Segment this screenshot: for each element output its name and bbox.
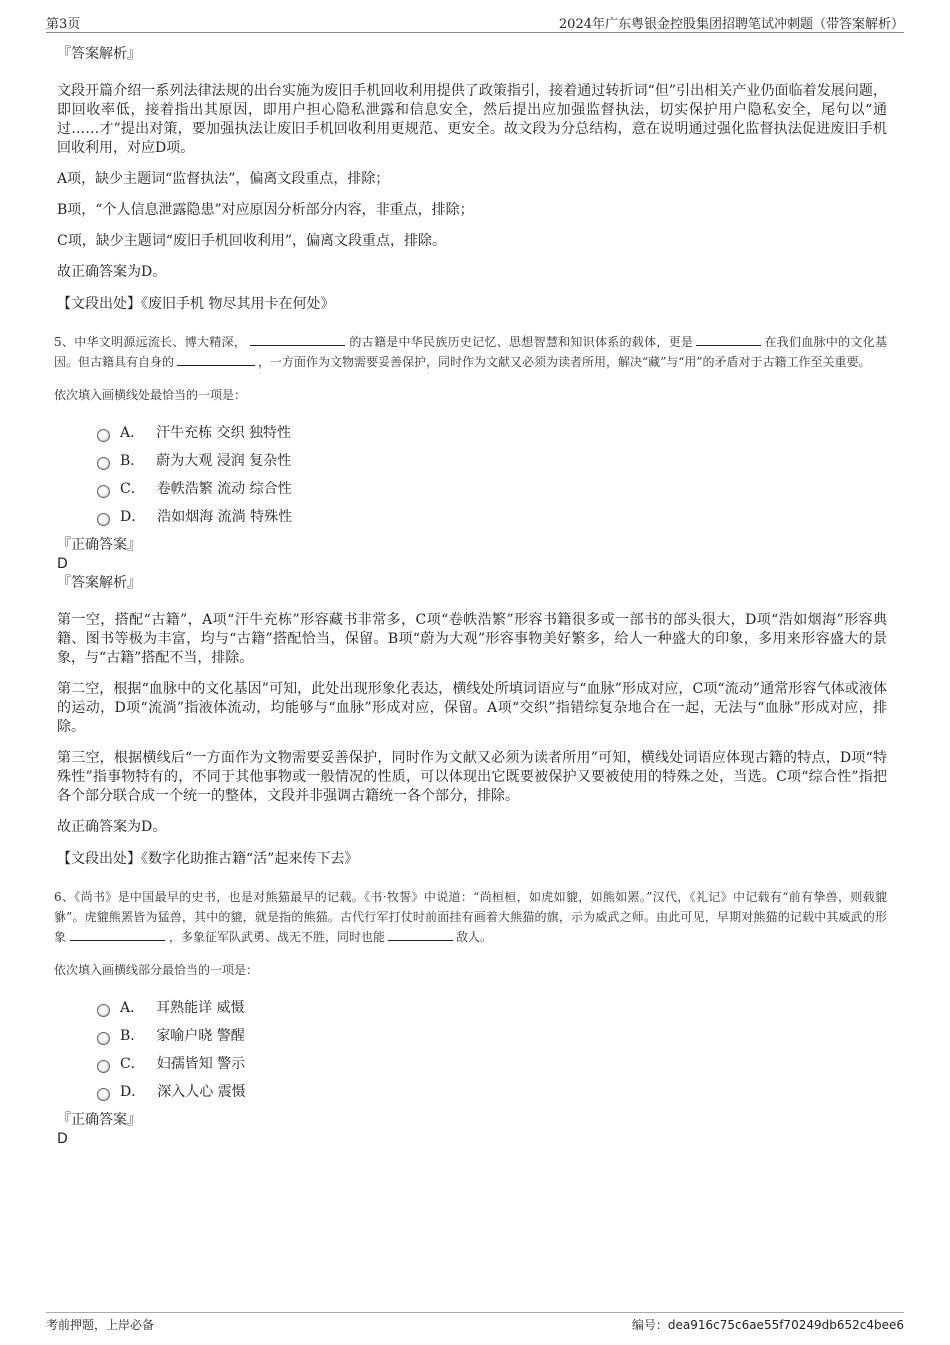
document-title: 2024年广东粤银金控股集团招聘笔试冲刺题（带答案解析）: [558, 17, 904, 32]
option-letter: C．: [120, 1056, 145, 1072]
radio-icon[interactable]: [97, 1032, 110, 1045]
option-letter: A．: [120, 1000, 145, 1016]
stem-text: ，多象征军队武勇、战无不胜，同时也能: [169, 930, 386, 944]
options-list: [97, 994, 887, 1106]
option-c[interactable]: [97, 475, 887, 503]
fill-blank: [70, 928, 165, 941]
option-c[interactable]: [97, 1050, 887, 1078]
option-text: 汗牛充栋 交织 独特性: [156, 425, 292, 441]
analysis-paragraph: A项，缺少主题词“监督执法”，偏离文段重点，排除；: [57, 171, 390, 187]
option-d[interactable]: [97, 503, 887, 531]
option-letter: D．: [120, 509, 146, 525]
page-content: [54, 44, 887, 1148]
page-footer: [46, 1312, 904, 1333]
answer-value: D: [57, 556, 68, 572]
radio-icon[interactable]: [97, 485, 110, 498]
serial-code: dea916c75c6ae55f70249db652c4bee6: [667, 1318, 904, 1332]
option-text: 浩如烟海 流淌 特殊性: [157, 509, 293, 525]
analysis-label: 『答案解析』: [57, 575, 141, 591]
analysis-conclusion: 故正确答案为D。: [57, 819, 167, 835]
stem-text: 在我们血脉中的文化基因。但古籍具有自身的: [54, 335, 887, 369]
fill-blank: [250, 333, 345, 346]
option-a[interactable]: [97, 419, 887, 447]
fill-blank: [388, 928, 453, 941]
source-citation: 【文段出处】《数字化助推古籍“活”起来传下去》: [57, 851, 359, 867]
page-header: [46, 10, 904, 33]
radio-icon[interactable]: [97, 513, 110, 526]
analysis-label: 『答案解析』: [57, 46, 141, 62]
fill-blank: [696, 333, 761, 346]
stem-text: 5、中华文明源远流长、博大精深，: [54, 335, 247, 349]
option-text: 家喻户晓 警醒: [156, 1028, 245, 1044]
option-text: 耳熟能详 威慑: [156, 1000, 245, 1016]
analysis-paragraph: C项，缺少主题词“废旧手机回收利用”，偏离文段重点，排除。: [57, 233, 447, 249]
option-a[interactable]: [97, 994, 887, 1022]
answer-label: 『正确答案』: [57, 537, 141, 553]
analysis-conclusion: 故正确答案为D。: [57, 264, 167, 280]
analysis-paragraph: 第二空，根据“血脉中的文化基因”可知，此处出现形象化表达，横线处所填词语应与“血脉”形成对应，C项“流动”通常形容气体或液体的运动，D项“流淌”指液体流动，均能够与“血脉”形成对应，保留。A项“交织”指错综复杂地合在一起，无法与“血脉”形成对应，排除。: [57, 681, 887, 735]
question-instruction: 依次填入画横线部分最恰当的一项是：: [54, 963, 259, 977]
question-stem: [54, 887, 887, 947]
stem-text: 6、《尚书》是中国最早的史书，也是对熊猫最早的记载。《书·牧誓》中说道：“尚桓桓，如虎如貔，如熊如罴。”汉代，《礼记》中记载有“前有挚兽，则载貔貅”。虎貔熊罴皆为猛兽，其中的貔，就是指的熊猫。古代行军打仗时前面挂有画着大熊猫的旗，示为威武之师。由此可见，早期对熊猫的记载中其威武的形象: [54, 890, 887, 944]
radio-icon[interactable]: [97, 429, 110, 442]
question-stem: [54, 332, 887, 372]
fill-blank: [177, 353, 255, 366]
option-text: 卷帙浩繁 流动 综合性: [156, 481, 292, 497]
option-letter: A．: [120, 425, 145, 441]
option-letter: B．: [120, 453, 145, 469]
answer-value: D: [57, 1131, 68, 1147]
stem-text: 的古籍是中华民族历史记忆、思想智慧和知识体系的载体，更是: [349, 335, 694, 349]
radio-icon[interactable]: [97, 457, 110, 470]
stem-text: ，一方面作为文物需要妥善保护，同时作为文献又必须为读者所用，解决“藏”与“用”的矛盾对于古籍工作至关重要。: [258, 355, 871, 369]
option-text: 深入人心 震慑: [157, 1084, 246, 1100]
option-letter: D．: [120, 1084, 146, 1100]
answer-label: 『正确答案』: [57, 1112, 141, 1128]
footer-slogan: 考前押题，上岸必备: [46, 1318, 155, 1332]
question-instruction: 依次填入画横线处最恰当的一项是：: [54, 388, 247, 402]
option-letter: B．: [120, 1028, 145, 1044]
analysis-paragraph: 文段开篇介绍一系列法律法规的出台实施为废旧手机回收利用提供了政策指引，接着通过转折词“但”引出相关产业仍面临着发展问题，即回收率低，接着指出其原因，即用户担心隐私泄露和信息安全，然后提出应加强监督执法，切实保护用户隐私安全，尾句以“通过……才”提出对策，要加强执法让废旧手机回收利用更规范、更安全。故文段为分总结构，意在说明通过强化监督执法促进废旧手机回收利用，对应D项。: [57, 83, 887, 156]
radio-icon[interactable]: [97, 1088, 110, 1101]
radio-icon[interactable]: [97, 1060, 110, 1073]
options-list: [97, 419, 887, 531]
stem-text: 敌人。: [456, 930, 493, 944]
option-letter: C．: [120, 481, 145, 497]
analysis-paragraph: B项，“个人信息泄露隐患”对应原因分析部分内容，非重点，排除；: [57, 202, 474, 218]
option-text: 妇孺皆知 警示: [156, 1056, 246, 1072]
source-citation: 【文段出处】《废旧手机 物尽其用卡在何处》: [57, 296, 335, 312]
serial-label: 编号：: [631, 1318, 668, 1332]
option-b[interactable]: [97, 447, 887, 475]
analysis-paragraph: 第三空，根据横线后“一方面作为文物需要妥善保护，同时作为文献又必须为读者所用”可知，横线处词语应体现古籍的特点，D项“特殊性”指事物特有的，不同于其他事物或一般情况的性质，可以体现出它既要被保护又要被使用的特殊之处，当选。C项“综合性”指把各个部分联合成一个统一的整体，文段并非强调古籍统一各个部分，排除。: [57, 750, 887, 804]
option-b[interactable]: [97, 1022, 887, 1050]
option-d[interactable]: [97, 1078, 887, 1106]
serial-number: [632, 1316, 904, 1333]
page-number: 第3页: [46, 17, 81, 32]
option-text: 蔚为大观 浸润 复杂性: [156, 453, 292, 469]
radio-icon[interactable]: [97, 1004, 110, 1017]
analysis-paragraph: 第一空，搭配“古籍”，A项“汗牛充栋”形容藏书非常多，C项“卷帙浩繁”形容书籍很多或一部书的部头很大，D项“浩如烟海”形容典籍、图书等极为丰富，均与“古籍”搭配恰当，保留。B项“蔚为大观”形容事物美好繁多，给人一种盛大的印象，多用来形容盛大的景象，与“古籍”搭配不当，排除。: [57, 612, 887, 666]
